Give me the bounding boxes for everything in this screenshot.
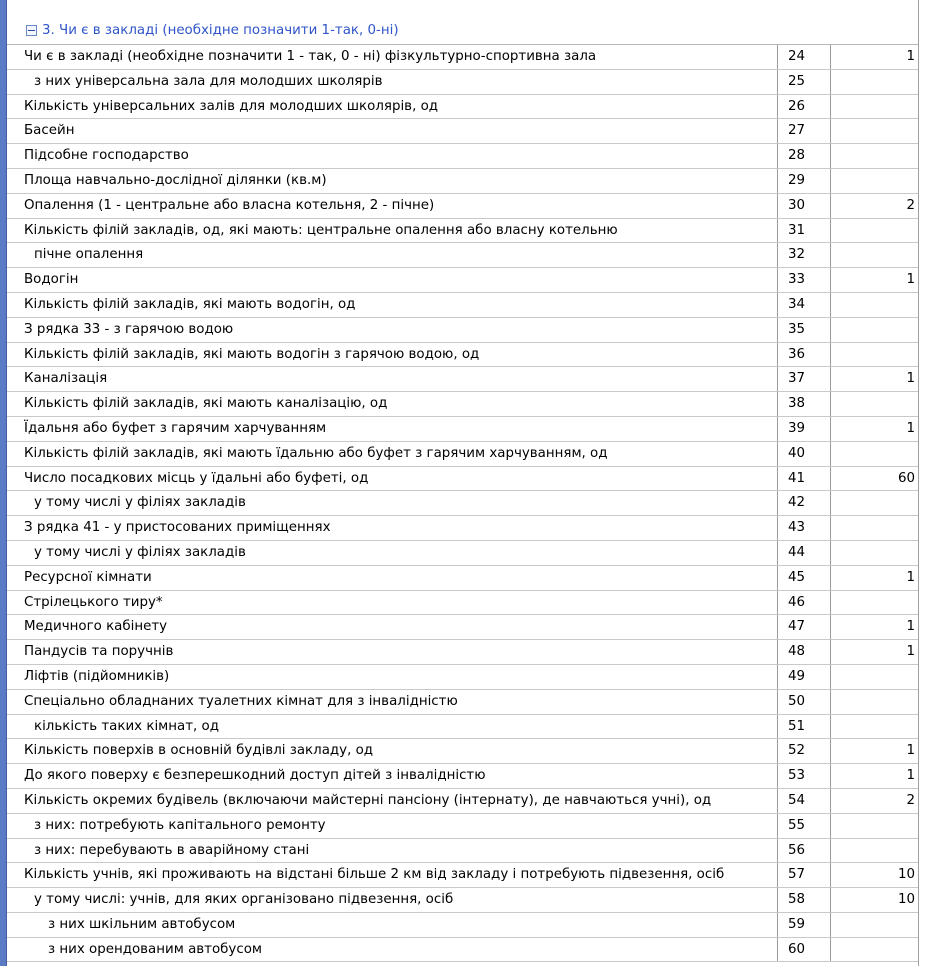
collapse-toggle[interactable] <box>26 25 37 36</box>
row-code-cell[interactable] <box>778 45 831 70</box>
row-value-cell[interactable] <box>831 913 918 938</box>
table-row <box>7 45 918 70</box>
row-code: 31 <box>788 222 806 238</box>
row-value-cell[interactable] <box>831 764 918 789</box>
row-value-cell[interactable] <box>831 938 918 963</box>
row-label: Кількість учнів, які проживають на відстані більше 2 км від закладу і потребують підвезення, осіб <box>24 867 725 883</box>
row-value: 1 <box>906 272 915 288</box>
row-code: 50 <box>788 693 806 709</box>
row-label: Пандусів та поручнів <box>24 644 174 660</box>
table-row <box>7 119 918 144</box>
row-label-cell[interactable] <box>7 318 778 343</box>
table-row <box>7 243 918 268</box>
row-code: 54 <box>788 792 806 808</box>
row-label-cell[interactable] <box>7 615 778 640</box>
row-code: 27 <box>788 123 806 139</box>
row-label-cell[interactable] <box>7 516 778 541</box>
row-label: Медичного кабінету <box>24 619 168 635</box>
row-value-cell[interactable] <box>831 839 918 864</box>
table-row <box>7 70 918 95</box>
row-value-cell[interactable] <box>831 318 918 343</box>
row-label-cell[interactable] <box>7 789 778 814</box>
row-label-cell[interactable] <box>7 442 778 467</box>
row-value-cell[interactable] <box>831 343 918 368</box>
row-label: Площа навчально-дослідної ділянки (кв.м) <box>24 172 327 188</box>
row-code-cell[interactable] <box>778 367 831 392</box>
table-row <box>7 169 918 194</box>
row-label-cell[interactable] <box>7 95 778 120</box>
table-row <box>7 814 918 839</box>
row-code-cell[interactable] <box>778 665 831 690</box>
row-code-cell[interactable] <box>778 442 831 467</box>
row-label-cell[interactable] <box>7 219 778 244</box>
row-code-cell[interactable] <box>778 789 831 814</box>
row-value: 1 <box>906 49 915 64</box>
row-value: 1 <box>906 371 915 387</box>
row-label-cell[interactable] <box>7 591 778 616</box>
row-label: Кількість філій закладів, які мають водогін, од <box>24 296 356 312</box>
row-label-cell[interactable] <box>7 739 778 764</box>
table-row <box>7 541 918 566</box>
row-value-cell[interactable] <box>831 194 918 219</box>
row-value-cell[interactable] <box>831 789 918 814</box>
table-row <box>7 789 918 814</box>
row-label-cell[interactable] <box>7 417 778 442</box>
row-label-cell[interactable] <box>7 665 778 690</box>
row-label: у тому числі у філіях закладів <box>34 495 246 511</box>
row-value-cell[interactable] <box>831 715 918 740</box>
row-value-cell[interactable] <box>831 144 918 169</box>
row-label-cell[interactable] <box>7 863 778 888</box>
row-label-cell[interactable] <box>7 913 778 938</box>
row-code: 51 <box>788 718 806 734</box>
row-label: Їдальня або буфет з гарячим харчуванням <box>24 420 327 436</box>
row-label-cell[interactable] <box>7 45 778 70</box>
row-label: Опалення (1 - центральне або власна котельня, 2 - пічне) <box>24 197 435 213</box>
table-row <box>7 739 918 764</box>
row-code: 56 <box>788 842 806 858</box>
row-code: 48 <box>788 644 806 660</box>
row-label: Водогін <box>24 272 79 288</box>
row-value-cell[interactable] <box>831 690 918 715</box>
left-indicator-bar <box>0 0 7 966</box>
row-code: 58 <box>788 892 806 908</box>
row-label: з них універсальна зала для молодших школярів <box>34 73 383 89</box>
row-label: Кількість філій закладів, од, які мають: центральне опалення або власну котельню <box>24 222 618 238</box>
row-value-cell[interactable] <box>831 169 918 194</box>
table-row <box>7 913 918 938</box>
row-code-cell[interactable] <box>778 690 831 715</box>
row-code-cell[interactable] <box>778 491 831 516</box>
row-value-cell[interactable] <box>831 442 918 467</box>
row-code: 46 <box>788 594 806 610</box>
row-value-cell[interactable] <box>831 119 918 144</box>
row-value: 1 <box>906 569 915 585</box>
row-code-cell[interactable] <box>778 938 831 963</box>
table-row <box>7 888 918 913</box>
row-value-cell[interactable] <box>831 863 918 888</box>
row-value-cell[interactable] <box>831 491 918 516</box>
row-value-cell[interactable] <box>831 467 918 492</box>
row-value: 2 <box>906 792 915 808</box>
row-code: 34 <box>788 296 806 312</box>
row-code: 60 <box>788 941 806 957</box>
row-value: 1 <box>906 743 915 759</box>
row-label: у тому числі: учнів, для яких організовано підвезення, осіб <box>34 892 454 908</box>
row-label: З рядка 33 - з гарячою водою <box>24 321 234 337</box>
row-code: 44 <box>788 544 806 560</box>
row-code: 37 <box>788 371 806 387</box>
row-code: 41 <box>788 470 806 486</box>
row-code: 45 <box>788 569 806 585</box>
row-code: 32 <box>788 247 806 263</box>
row-value-cell[interactable] <box>831 566 918 591</box>
table-row <box>7 268 918 293</box>
row-label-cell[interactable] <box>7 268 778 293</box>
row-code: 47 <box>788 619 806 635</box>
row-value: 1 <box>906 420 915 436</box>
row-value-cell[interactable] <box>831 739 918 764</box>
row-value: 60 <box>897 470 915 486</box>
row-value: 1 <box>906 644 915 660</box>
row-label-cell[interactable] <box>7 70 778 95</box>
row-code-cell[interactable] <box>778 268 831 293</box>
row-label-cell[interactable] <box>7 144 778 169</box>
row-code: 40 <box>788 445 806 461</box>
row-code: 36 <box>788 346 806 362</box>
row-label-cell[interactable] <box>7 194 778 219</box>
row-label-cell[interactable] <box>7 814 778 839</box>
row-code-cell[interactable] <box>778 219 831 244</box>
row-code-cell[interactable] <box>778 591 831 616</box>
row-value-cell[interactable] <box>831 367 918 392</box>
row-code-cell[interactable] <box>778 814 831 839</box>
row-code-cell[interactable] <box>778 293 831 318</box>
table-row <box>7 442 918 467</box>
row-value-cell[interactable] <box>831 665 918 690</box>
row-value-cell[interactable] <box>831 640 918 665</box>
row-code-cell[interactable] <box>778 863 831 888</box>
row-label-cell[interactable] <box>7 119 778 144</box>
row-label-cell[interactable] <box>7 888 778 913</box>
row-code-cell[interactable] <box>778 243 831 268</box>
row-label-cell[interactable] <box>7 690 778 715</box>
row-code-cell[interactable] <box>778 715 831 740</box>
row-label: Підсобне господарство <box>24 148 189 164</box>
row-code-cell[interactable] <box>778 839 831 864</box>
table-row <box>7 640 918 665</box>
row-code: 57 <box>788 867 806 883</box>
row-label-cell[interactable] <box>7 764 778 789</box>
row-code-cell[interactable] <box>778 95 831 120</box>
row-label: Число посадкових місць у їдальні або буфеті, од <box>24 470 369 486</box>
row-code: 26 <box>788 98 806 114</box>
row-code: 39 <box>788 420 806 436</box>
row-value-cell[interactable] <box>831 392 918 417</box>
row-label-cell[interactable] <box>7 243 778 268</box>
row-value-cell[interactable] <box>831 516 918 541</box>
row-label: До якого поверху є безперешкодний доступ дітей з інвалідністю <box>24 768 486 784</box>
row-value-cell[interactable] <box>831 591 918 616</box>
row-value-cell[interactable] <box>831 417 918 442</box>
row-value-cell[interactable] <box>831 293 918 318</box>
row-code-cell[interactable] <box>778 318 831 343</box>
row-value-cell[interactable] <box>831 814 918 839</box>
row-code: 55 <box>788 817 806 833</box>
row-label: з них шкільним автобусом <box>48 916 236 932</box>
row-code-cell[interactable] <box>778 119 831 144</box>
table-row <box>7 764 918 789</box>
row-value-cell[interactable] <box>831 541 918 566</box>
row-label: Кількість окремих будівель (включаючи майстерні пансіону (інтернату), де навчаються учні), од <box>24 792 712 808</box>
table-row <box>7 392 918 417</box>
row-code-cell[interactable] <box>778 392 831 417</box>
row-label: Стрілецького тиру* <box>24 594 163 610</box>
row-code-cell[interactable] <box>778 541 831 566</box>
row-label-cell[interactable] <box>7 169 778 194</box>
row-code-cell[interactable] <box>778 739 831 764</box>
row-label: Кількість філій закладів, які мають каналізацію, од <box>24 396 388 412</box>
table-row <box>7 467 918 492</box>
table-row <box>7 95 918 120</box>
row-value-cell[interactable] <box>831 268 918 293</box>
row-label: кількість таких кімнат, од <box>34 718 219 734</box>
table-row <box>7 566 918 591</box>
table-row <box>7 343 918 368</box>
row-label: у тому числі у філіях закладів <box>34 544 246 560</box>
table-row <box>7 491 918 516</box>
table-row <box>7 417 918 442</box>
row-label: Кількість універсальних залів для молодших школярів, од <box>24 98 439 114</box>
grid-right-border <box>918 0 919 966</box>
row-label: Басейн <box>24 123 75 139</box>
table-row <box>7 516 918 541</box>
row-value-cell[interactable] <box>831 243 918 268</box>
row-code-cell[interactable] <box>778 467 831 492</box>
row-code-cell[interactable] <box>778 888 831 913</box>
row-label-cell[interactable] <box>7 343 778 368</box>
row-code-cell[interactable] <box>778 144 831 169</box>
row-code: 59 <box>788 916 806 932</box>
row-code-cell[interactable] <box>778 615 831 640</box>
row-code: 52 <box>788 743 806 759</box>
table-row <box>7 665 918 690</box>
row-label: Ресурсної кімнати <box>24 569 152 585</box>
row-label: пічне опалення <box>34 247 144 263</box>
row-code-cell[interactable] <box>778 640 831 665</box>
table-row <box>7 367 918 392</box>
row-value-cell[interactable] <box>831 70 918 95</box>
table-row <box>7 839 918 864</box>
row-code-cell[interactable] <box>778 913 831 938</box>
row-code: 28 <box>788 148 806 164</box>
row-label-cell[interactable] <box>7 491 778 516</box>
row-value: 10 <box>897 867 915 883</box>
table-row <box>7 715 918 740</box>
row-label-cell[interactable] <box>7 839 778 864</box>
row-label-cell[interactable] <box>7 367 778 392</box>
row-code: 43 <box>788 520 806 536</box>
section-title: 3. Чи є в закладі (необхідне позначити 1-так, 0-ні) <box>42 23 399 38</box>
row-value: 10 <box>897 892 915 908</box>
row-code-cell[interactable] <box>778 70 831 95</box>
row-code-cell[interactable] <box>778 417 831 442</box>
row-value-cell[interactable] <box>831 888 918 913</box>
row-code-cell[interactable] <box>778 764 831 789</box>
row-code: 38 <box>788 396 806 412</box>
row-label-cell[interactable] <box>7 640 778 665</box>
data-grid <box>7 45 918 962</box>
row-label: Ліфтів (підйомників) <box>24 668 170 684</box>
row-value-cell[interactable] <box>831 615 918 640</box>
table-row <box>7 144 918 169</box>
row-code: 29 <box>788 172 806 188</box>
row-code: 53 <box>788 768 806 784</box>
row-label-cell[interactable] <box>7 541 778 566</box>
table-row <box>7 219 918 244</box>
row-code: 24 <box>788 49 806 64</box>
table-row <box>7 318 918 343</box>
row-label: з них: потребують капітального ремонту <box>34 817 326 833</box>
row-label-cell[interactable] <box>7 392 778 417</box>
row-value-cell[interactable] <box>831 219 918 244</box>
row-label: Кількість філій закладів, які мають їдальню або буфет з гарячим харчуванням, од <box>24 445 608 461</box>
row-code-cell[interactable] <box>778 566 831 591</box>
row-code: 33 <box>788 272 806 288</box>
row-label: Чи є в закладі (необхідне позначити 1 - так, 0 - ні) фізкультурно-спортивна зала <box>24 49 597 64</box>
row-label: з них: перебувають в аварійному стані <box>34 842 310 858</box>
row-label: Кількість філій закладів, які мають водогін з гарячою водою, од <box>24 346 480 362</box>
row-label-cell[interactable] <box>7 938 778 963</box>
row-code-cell[interactable] <box>778 516 831 541</box>
table-row <box>7 293 918 318</box>
row-divider <box>7 961 918 962</box>
row-value: 1 <box>906 619 915 635</box>
row-label: З рядка 41 - у пристосованих приміщеннях <box>24 520 331 536</box>
row-code: 49 <box>788 668 806 684</box>
table-row <box>7 615 918 640</box>
row-label-cell[interactable] <box>7 467 778 492</box>
row-value-cell[interactable] <box>831 45 918 70</box>
row-label: з них орендованим автобусом <box>48 941 262 957</box>
row-code-cell[interactable] <box>778 194 831 219</box>
minus-icon <box>28 30 35 31</box>
table-row <box>7 690 918 715</box>
row-label: Спеціально обладнаних туалетних кімнат для з інвалідністю <box>24 693 458 709</box>
row-label-cell[interactable] <box>7 293 778 318</box>
row-label-cell[interactable] <box>7 715 778 740</box>
row-code: 42 <box>788 495 806 511</box>
row-code-cell[interactable] <box>778 343 831 368</box>
row-label: Каналізація <box>24 371 108 387</box>
row-value-cell[interactable] <box>831 95 918 120</box>
row-value: 2 <box>906 197 915 213</box>
row-label: Кількість поверхів в основній будівлі закладу, од <box>24 743 374 759</box>
row-value: 1 <box>906 768 915 784</box>
row-code: 35 <box>788 321 806 337</box>
row-code: 30 <box>788 197 806 213</box>
table-row <box>7 938 918 963</box>
table-row <box>7 591 918 616</box>
table-row <box>7 194 918 219</box>
row-label-cell[interactable] <box>7 566 778 591</box>
table-row <box>7 863 918 888</box>
section-header <box>7 0 918 45</box>
row-code: 25 <box>788 73 806 89</box>
row-code-cell[interactable] <box>778 169 831 194</box>
